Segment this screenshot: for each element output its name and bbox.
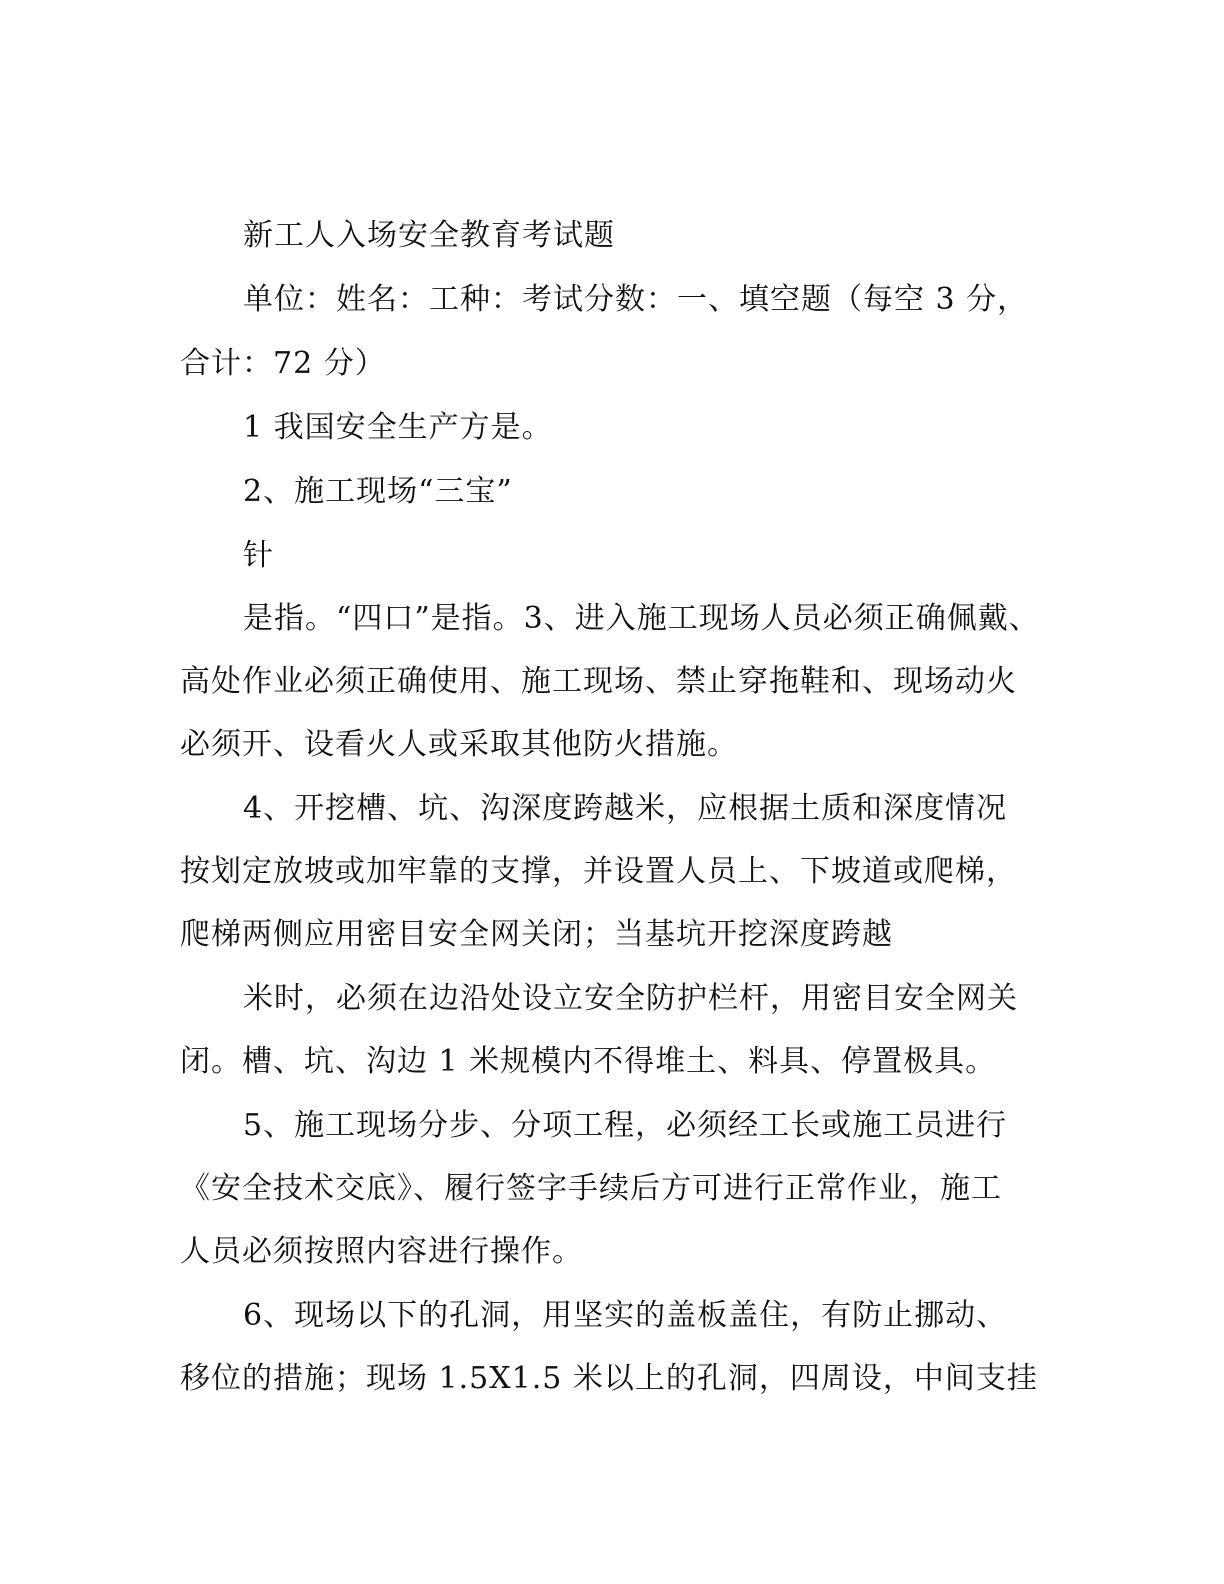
text-line: 合计：72 分） — [180, 346, 386, 381]
text-line: 按划定放坡或加牢靠的支撑，并设置人员上、下坡道或爬梯， — [180, 854, 1017, 889]
text-line: 2、施工现场“三宝” — [243, 474, 513, 509]
text-line: 4、开挖槽、坑、沟深度跨越米，应根据土质和深度情况 — [243, 791, 1008, 826]
text-line: 爬梯两侧应用密目安全网关闭；当基坑开挖深度跨越 — [180, 917, 893, 952]
text-line: 《安全技术交底》、履行签字手续后方可进行正常作业，施工 — [180, 1171, 1002, 1206]
text-line: 必须开、设看火人或采取其他防火措施。 — [180, 727, 738, 762]
document-title: 新工人入场安全教育考试题 — [243, 218, 615, 253]
text-line: 是指。“四口”是指。3、进入施工现场人员必须正确佩戴、 — [243, 601, 1040, 636]
text-line: 单位：姓名：工种：考试分数：一、填空题（每空 3 分， — [243, 282, 1029, 317]
text-line: 移位的措施；现场 1.5X1.5 米以上的孔洞，四周设，中间支挂 — [180, 1361, 1038, 1396]
text-line: 米时，必须在边沿处设立安全防护栏杆，用密目安全网关 — [243, 981, 1018, 1016]
text-line: 5、施工现场分步、分项工程，必须经工长或施工员进行 — [243, 1108, 1008, 1143]
text-line: 高处作业必须正确使用、施工现场、禁止穿拖鞋和、现场动火 — [180, 664, 1017, 699]
text-line: 人员必须按照内容进行操作。 — [180, 1234, 583, 1269]
text-line: 1 我国安全生产方是。 — [243, 410, 553, 445]
text-line: 闭。槽、坑、沟边 1 米规模内不得堆土、料具、停置极具。 — [180, 1044, 997, 1079]
text-line: 6、现场以下的孔洞，用坚实的盖板盖住，有防止挪动、 — [243, 1298, 1008, 1333]
text-line: 针 — [243, 538, 274, 573]
